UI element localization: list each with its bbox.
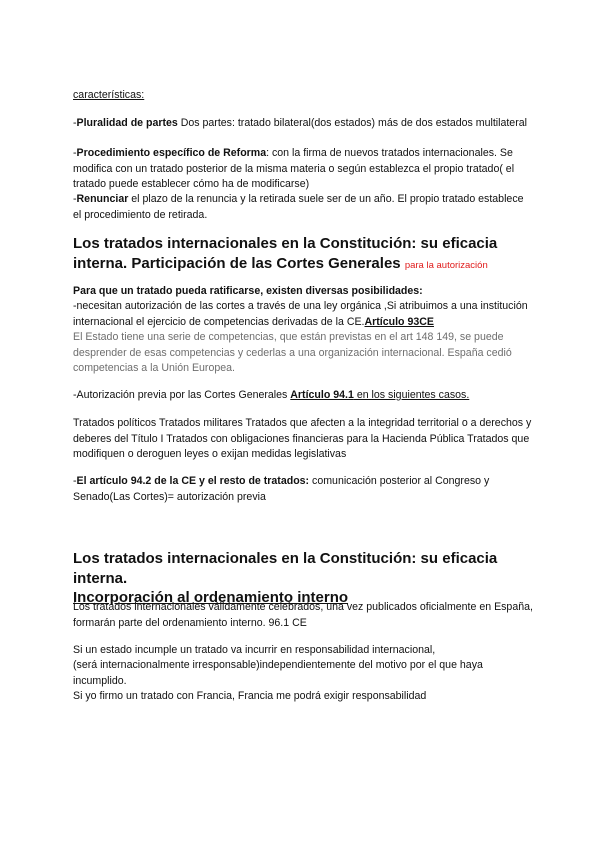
ratificar-gray-paragraph: El Estado tiene una serie de competencias, que están previstas en el art 148 149, se puede desprender de esas competencias y cederlas a una organización internacional. España cedió competencias a la Unión Europea. <box>73 331 512 374</box>
renunciar-label: Renunciar <box>76 193 129 205</box>
incorporacion-paragraph: Los tratados internacionales válidamente celebrados, una vez publicados oficialmente en España, formarán parte del ordenamiento interno. 96.1 CE <box>73 601 533 629</box>
autorizacion-tail: en los siguientes casos. <box>353 389 470 401</box>
ratificar-heading: Para que un tratado pueda ratificarse, existen diversas posibilidades: <box>73 285 423 297</box>
autorizacion-text: -Autorización previa por las Cortes Generales <box>73 389 291 401</box>
section1-title: Los tratados internacionales en la Constitución: su eficacia interna. Participación de las Cortes Generales <box>73 235 498 272</box>
article-93-link: Artículo 93CE <box>364 315 434 328</box>
renunciar-paragraph: -Renunciar el plazo de la renuncia y la retirada suele ser de un año. El propio tratado establece el procedimiento de retirada. <box>73 193 524 221</box>
section2-subtitle: Incorporación al ordenamiento interno <box>73 589 349 606</box>
incumple-line3: Si yo firmo un tratado con Francia, Francia me podrá exigir responsabilidad <box>73 690 427 702</box>
section2-title: Los tratados internacionales en la Constitución: su eficacia interna. <box>73 550 498 587</box>
tratados-paragraph: Tratados políticos Tratados militares Tratados que afecten a la integridad territorial o a derechos y deberes del Título I Tratados con obligaciones financieras para la Hacienda Pública Tratados que modifiquen o deroguen leyes o exijan medidas legislativas <box>73 417 532 460</box>
incumple-line2: (será internacionalmente irresponsable)independientemente del motivo por el que haya incumplido. <box>73 659 483 687</box>
section2-heading <box>73 549 543 608</box>
art942-label: El artículo 94.2 de la CE y el resto de tratados: <box>76 475 310 487</box>
renunciar-text: el plazo de la renuncia y la retirada suele ser de un año. El propio tratado establece el procedimiento de retirada. <box>73 193 524 221</box>
pluralidad-label: Pluralidad de partes <box>76 117 178 129</box>
ratificar-paragraph <box>73 299 533 330</box>
caracteristicas-heading: características: <box>73 89 145 101</box>
section1-heading <box>73 234 543 275</box>
art942-text: comunicación posterior al Congreso y Senado(Las Cortes)= autorización previa <box>73 475 490 503</box>
procedimiento-text: : con la firma de nuevos tratados internacionales. Se modifica con un tratado posterior de la misma materia o según establezca el propio tratado( el tratado puede establecer cómo ha de modificarse) <box>73 147 515 190</box>
section1-note: para la autorización <box>404 259 488 271</box>
procedimiento-paragraph: -Procedimiento específico de Reforma: con la firma de nuevos tratados internacionales. Se modifica con un tratado posterior de la misma materia o según establezca el propio tratado( el tratado puede establecer cómo ha de modificarse) <box>73 147 515 190</box>
procedimiento-label: Procedimiento específico de Reforma <box>76 147 267 159</box>
pluralidad-paragraph: -Pluralidad de partes Dos partes: tratado bilateral(dos estados) más de dos estados multilateral <box>73 117 527 129</box>
pluralidad-text: Dos partes: tratado bilateral(dos estados) más de dos estados multilateral <box>177 117 527 129</box>
article-941-link: Artículo 94.1 <box>290 389 354 401</box>
art942-paragraph: -El artículo 94.2 de la CE y el resto de tratados: comunicación posterior al Congreso y Senado(Las Cortes)= autorización previa <box>73 475 490 503</box>
autorizacion-paragraph <box>73 388 533 404</box>
ratificar-text: -necesitan autorización de las cortes a través de una ley orgánica ,Si atribuimos a una institución internacional el ejercicio de competencias derivadas de la CE. <box>73 300 528 328</box>
incumple-line1: Si un estado incumple un tratado va incurrir en responsabilidad internacional, <box>73 644 436 656</box>
